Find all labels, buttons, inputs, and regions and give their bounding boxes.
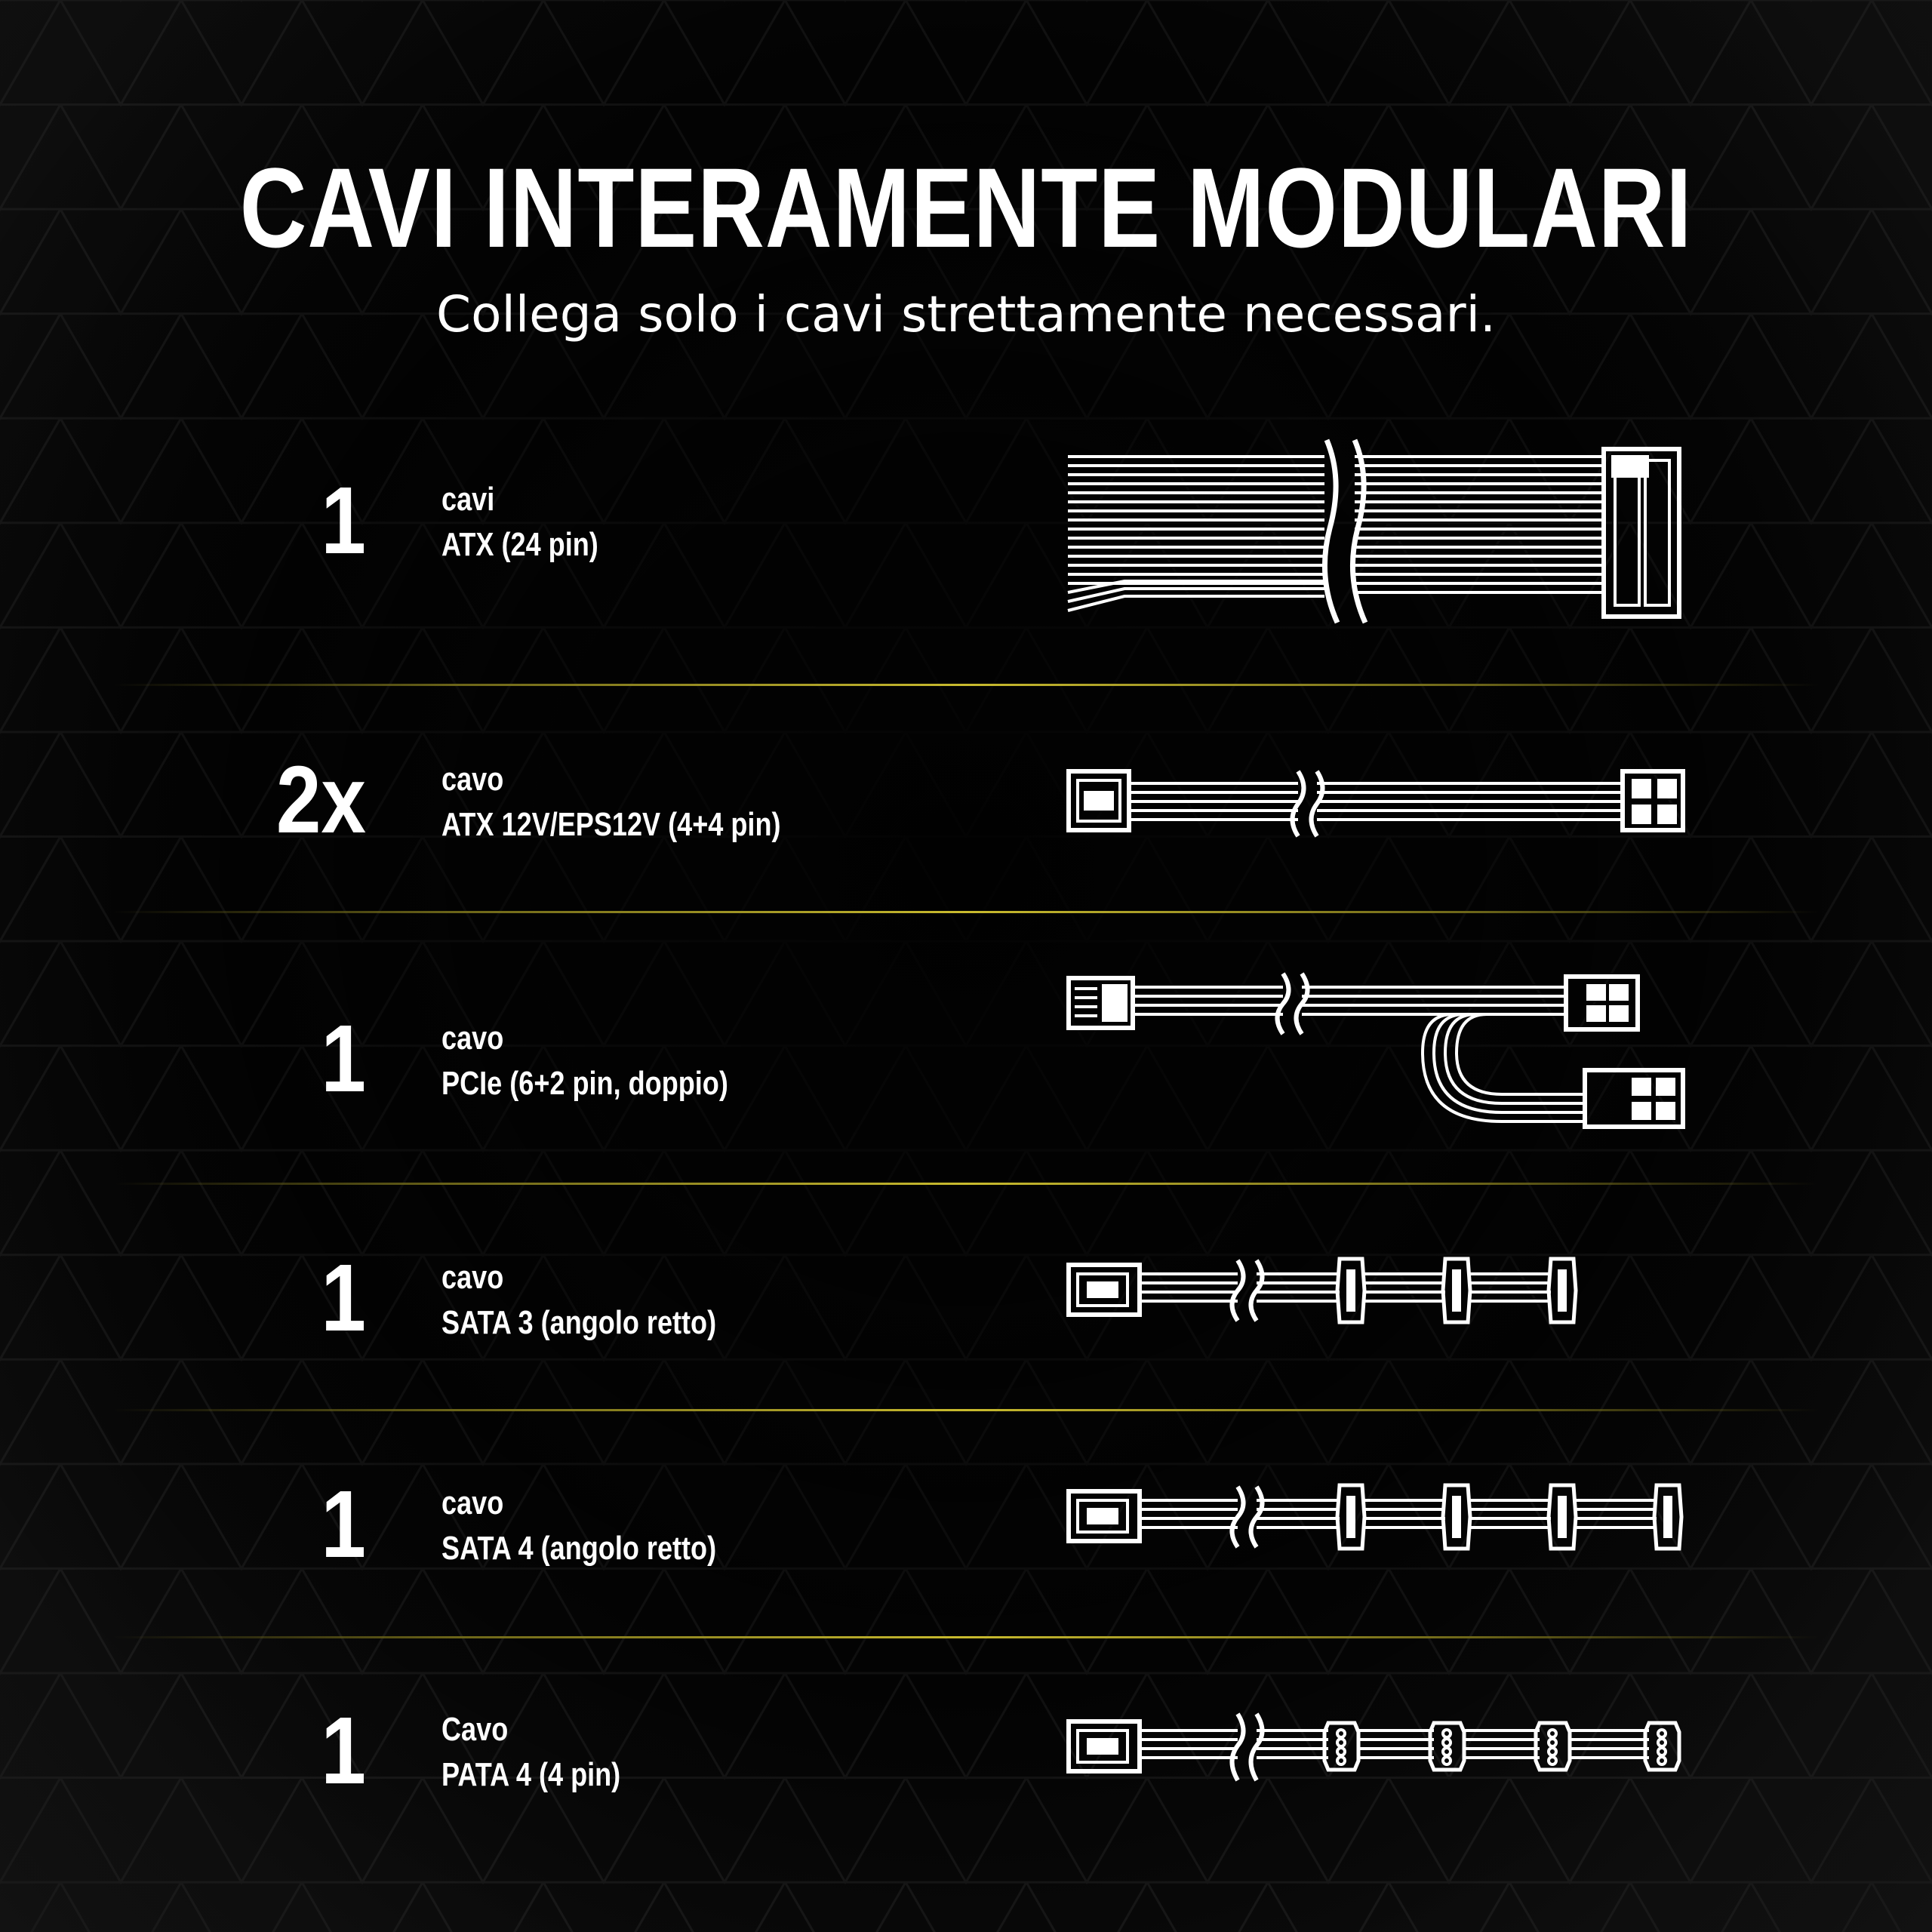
row-quantity: 2x (275, 746, 366, 853)
atx-24pin-cable-icon (1064, 434, 1683, 630)
row-label (441, 1016, 998, 1106)
row-label-line2: ATX (24 pin) (441, 526, 598, 563)
page-subtitle: Collega solo i cavi strettamente necessari. (436, 285, 1496, 343)
row-label-line1: Cavo (441, 1711, 509, 1748)
pcie-cable-icon (1064, 966, 1690, 1132)
row-label (441, 1707, 998, 1798)
row-label-line1: cavo (441, 1020, 504, 1057)
row-label-line2: ATX 12V/EPS12V (4+4 pin) (441, 806, 781, 843)
row-divider (113, 1183, 1819, 1185)
row-label-line1: cavi (441, 481, 495, 518)
sata3-cable-icon (1064, 1253, 1592, 1328)
page-title: CAVI INTERAMENTE MODULARI (239, 144, 1693, 271)
row-label-line2: PATA 4 (4 pin) (441, 1756, 621, 1793)
row-divider (113, 1409, 1819, 1411)
row-divider (113, 911, 1819, 913)
row-quantity: 1 (321, 1244, 366, 1351)
row-label (441, 1481, 998, 1571)
row-label (441, 1255, 998, 1346)
row-divider (113, 1636, 1819, 1638)
row-label-line2: SATA 3 (angolo retto) (441, 1304, 717, 1341)
row-label-line2: PCIe (6+2 pin, doppio) (441, 1065, 728, 1102)
row-label (441, 757, 998, 848)
row-quantity: 1 (321, 467, 366, 574)
row-divider (113, 684, 1819, 686)
row-label-line1: cavo (441, 1484, 504, 1521)
row-label-line2: SATA 4 (angolo retto) (441, 1530, 717, 1567)
row-quantity: 1 (321, 1471, 366, 1577)
pata4-cable-icon (1064, 1709, 1690, 1785)
row-label-line1: cavo (441, 761, 504, 798)
sata4-cable-icon (1064, 1479, 1690, 1555)
row-label-line1: cavo (441, 1259, 504, 1296)
row-quantity: 1 (321, 1697, 366, 1804)
eps12v-cable-icon (1064, 762, 1690, 841)
row-label (441, 477, 998, 568)
row-quantity: 1 (321, 1005, 366, 1112)
